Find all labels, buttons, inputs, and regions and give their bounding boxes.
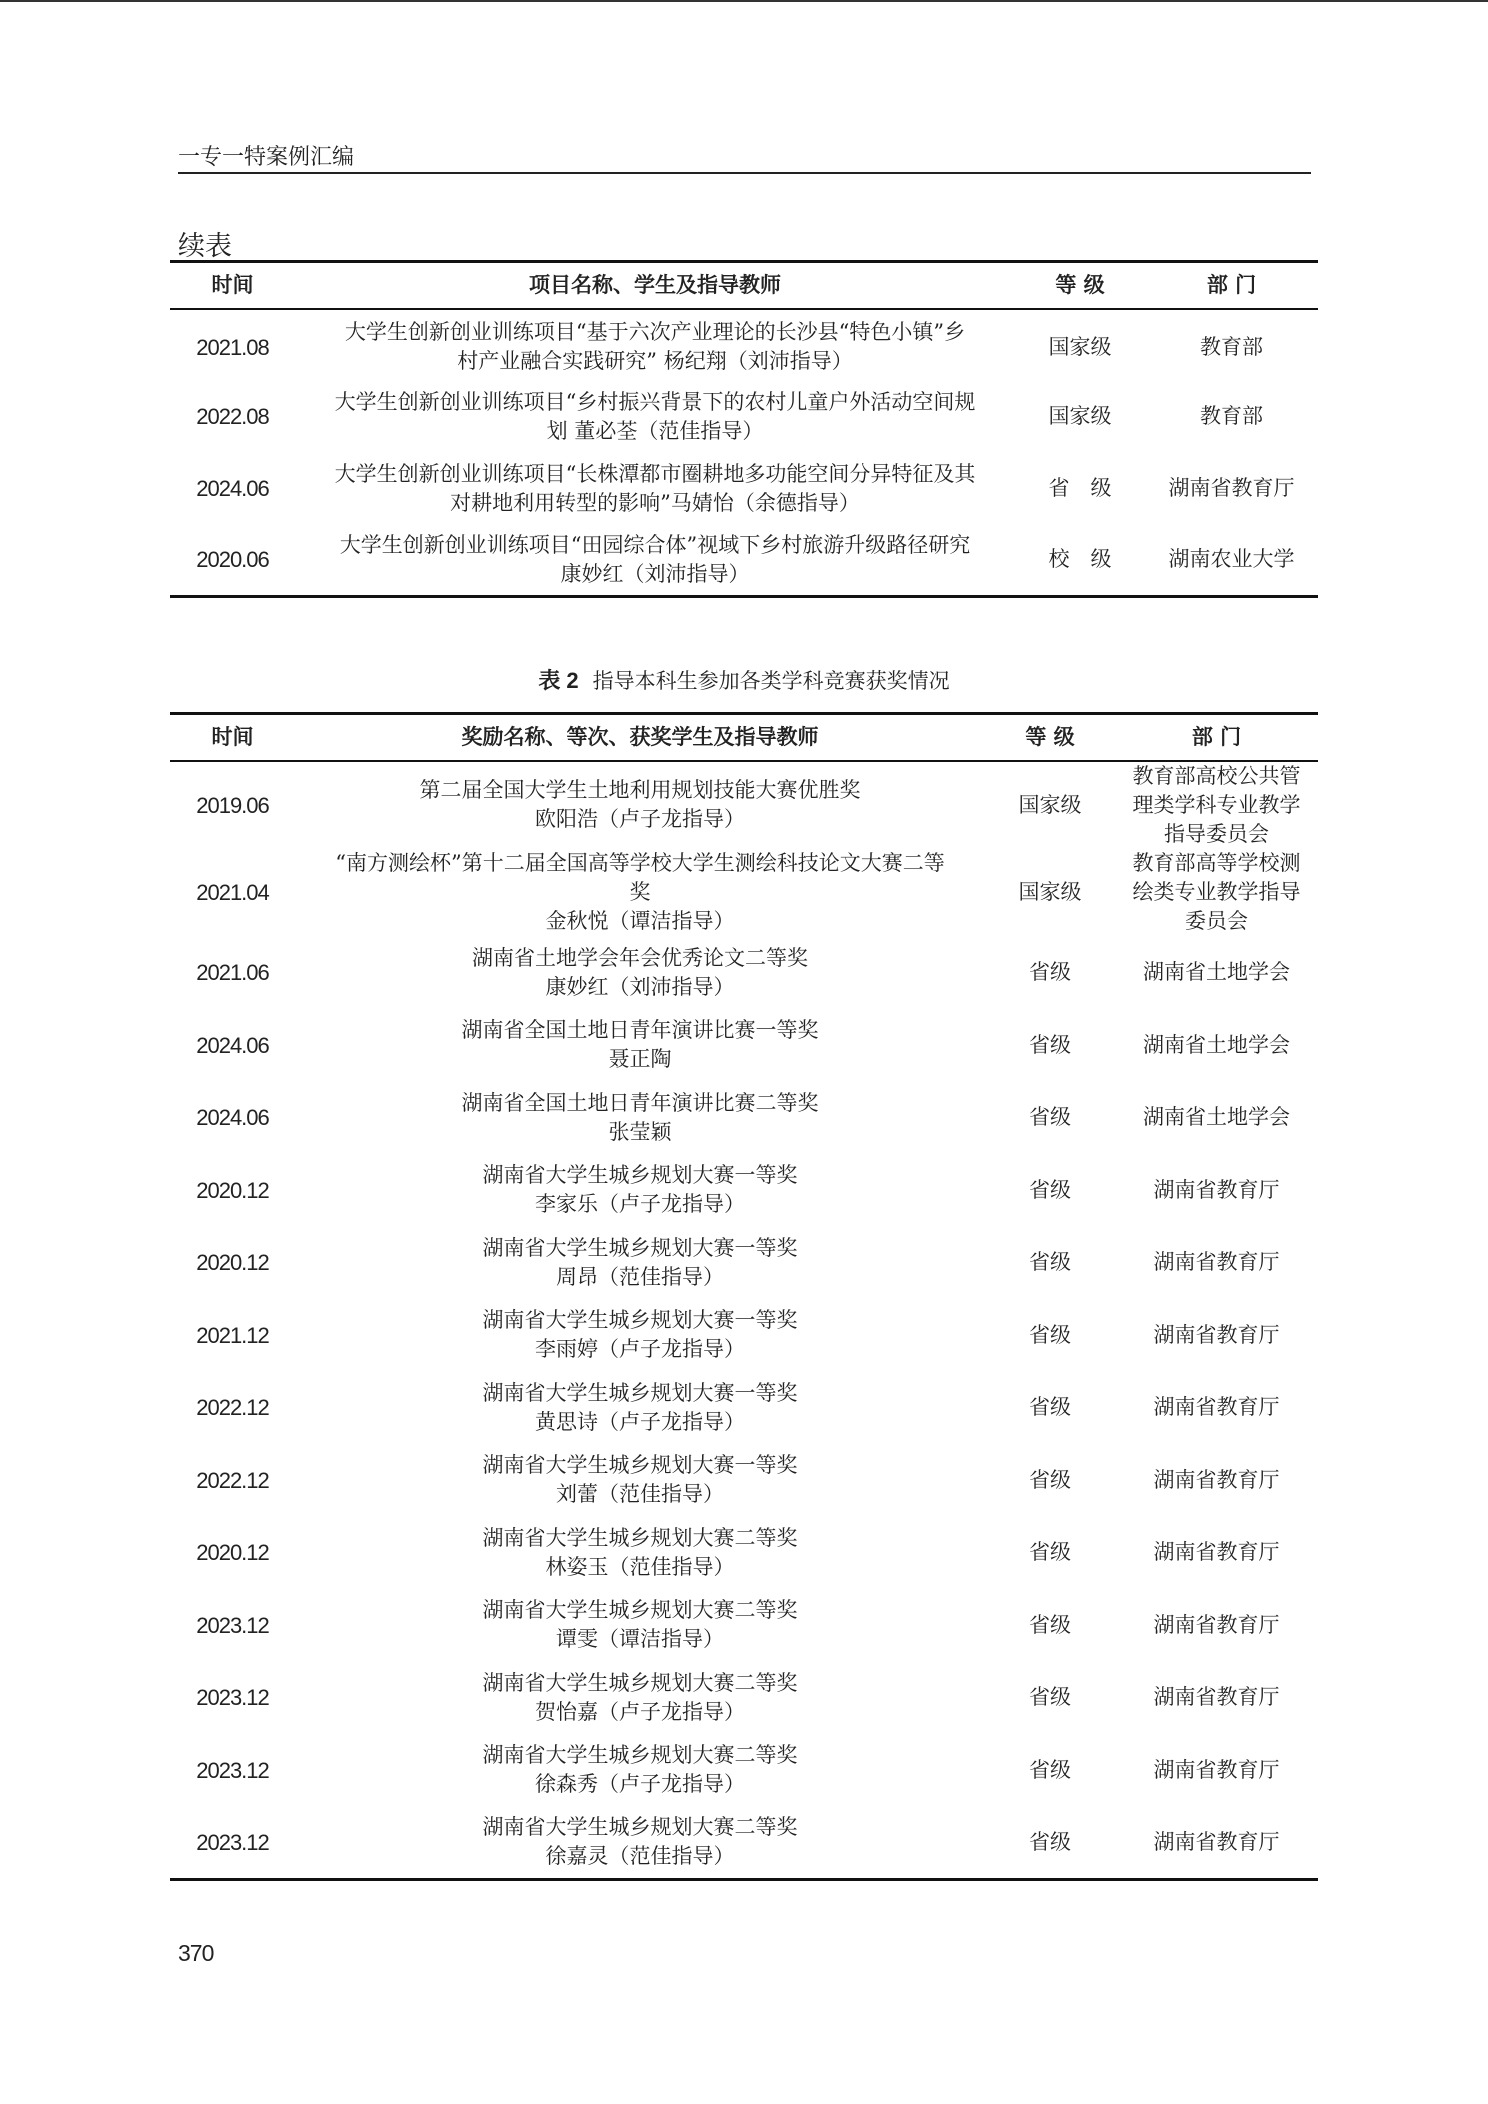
- description-line: 谭雯（谭洁指导）: [556, 1627, 724, 1652]
- table2-caption: [0, 664, 1488, 695]
- description-cell: [295, 1517, 985, 1590]
- description-line: 划 董必荃（范佳指导）: [546, 418, 764, 443]
- level-cell: 国家级: [1018, 792, 1082, 817]
- description-line: 大学生创新创业训练项目“长株潭都市圈耕地多功能空间分异特征及其: [334, 461, 976, 486]
- description-cell: [295, 1154, 985, 1227]
- department-line: 湖南农业大学: [1168, 547, 1295, 572]
- column-header: 等 级: [1055, 272, 1105, 297]
- column-header: 部 门: [1191, 724, 1242, 749]
- department-cell: [1115, 1589, 1318, 1662]
- department-cell: [1145, 453, 1318, 525]
- department-cell: [1115, 761, 1318, 849]
- description-line: 大学生创新创业训练项目“基于六次产业理论的长沙县“特色小镇”乡: [344, 320, 966, 344]
- level-cell: 校 级: [1048, 547, 1112, 572]
- header-rule: [178, 172, 1311, 174]
- date-cell: 2023.12: [196, 1612, 269, 1638]
- table-row: [170, 1082, 1318, 1155]
- department-line: 教育部高等学校测: [1132, 851, 1301, 875]
- description-cell: [295, 1662, 985, 1735]
- table2-caption-text: 指导本科生参加各类学科竞赛获奖情况: [592, 669, 950, 693]
- level-cell: 省级: [1029, 1395, 1071, 1420]
- column-header: 项目名称、学生及指导教师: [529, 272, 781, 297]
- department-cell: [1115, 1082, 1318, 1155]
- description-line: 湖南省大学生城乡规划大赛二等奖: [482, 1670, 798, 1695]
- level-cell: 省级: [1029, 1322, 1071, 1347]
- department-line: 湖南省教育厅: [1168, 476, 1295, 500]
- date-cell: 2022.12: [196, 1395, 269, 1421]
- level-cell: 省级: [1029, 1105, 1071, 1130]
- column-header: 时间: [211, 272, 254, 297]
- description-line: 湖南省大学生城乡规划大赛一等奖: [482, 1453, 798, 1478]
- date-cell: 2021.06: [196, 960, 269, 986]
- department-line: 委员会: [1185, 909, 1248, 933]
- department-line: 湖南省教育厅: [1153, 1395, 1280, 1420]
- level-cell: 省级: [1029, 1612, 1071, 1637]
- department-cell: [1115, 1517, 1318, 1590]
- department-line: 湖南省教育厅: [1153, 1250, 1280, 1275]
- description-line: 湖南省全国土地日青年演讲比赛一等奖: [461, 1018, 819, 1043]
- table1-header-row: [170, 262, 1318, 309]
- department-line: 绘类专业教学指导: [1132, 880, 1301, 904]
- description-cell: [295, 937, 985, 1010]
- department-line: 理类学科专业教学: [1132, 792, 1301, 817]
- description-line: 奖: [629, 880, 651, 904]
- description-line: “南方测绘杯”第十二届全国高等学校大学生测绘科技论文大赛二等: [335, 851, 945, 875]
- description-line: 湖南省大学生城乡规划大赛二等奖: [482, 1598, 798, 1623]
- description-line: 湖南省大学生城乡规划大赛二等奖: [482, 1815, 798, 1839]
- date-cell: 2024.06: [196, 1105, 269, 1131]
- date-cell: 2021.04: [196, 880, 269, 905]
- table1: [170, 260, 1318, 598]
- department-cell: [1115, 937, 1318, 1010]
- column-header: 等 级: [1025, 724, 1075, 749]
- level-cell: 省级: [1029, 1540, 1071, 1565]
- level-cell: 省级: [1029, 1467, 1071, 1492]
- date-cell: 2021.12: [196, 1322, 269, 1348]
- table-row: [170, 309, 1318, 381]
- date-cell: 2021.08: [196, 334, 269, 360]
- department-line: 湖南省土地学会: [1143, 960, 1290, 985]
- date-cell: 2024.06: [196, 476, 269, 501]
- department-cell: [1115, 849, 1318, 937]
- department-line: 湖南省教育厅: [1153, 1685, 1280, 1710]
- table-row: [170, 1589, 1318, 1662]
- description-line: 徐森秀（卢子龙指导）: [535, 1772, 745, 1797]
- description-cell: [295, 849, 985, 937]
- description-line: 对耕地利用转型的影响”马婧怡（余德指导）: [450, 490, 860, 515]
- column-header: 奖励名称、等次、获奖学生及指导教师: [461, 724, 819, 749]
- department-line: 指导委员会: [1164, 821, 1269, 846]
- description-line: 第二届全国大学生土地利用规划技能大赛优胜奖: [419, 778, 861, 802]
- description-cell: [295, 525, 1015, 597]
- department-line: 湖南省土地学会: [1143, 1105, 1290, 1130]
- page-number: 370: [178, 1940, 214, 1966]
- description-line: 大学生创新创业训练项目“乡村振兴背景下的农村儿童户外活动空间规: [334, 389, 976, 414]
- department-line: 湖南省教育厅: [1153, 1467, 1280, 1492]
- date-cell: 2022.08: [196, 404, 269, 429]
- level-cell: 省级: [1029, 960, 1071, 985]
- table-row: [170, 1517, 1318, 1590]
- table2-caption-number: 表 2: [538, 668, 579, 693]
- department-cell: [1115, 1227, 1318, 1300]
- description-cell: [295, 1009, 985, 1082]
- description-line: 湖南省大学生城乡规划大赛二等奖: [482, 1525, 798, 1550]
- description-cell: [295, 1227, 985, 1300]
- description-line: 李家乐（卢子龙指导）: [535, 1192, 745, 1217]
- date-cell: 2023.12: [196, 1829, 269, 1855]
- level-cell: 省级: [1029, 1177, 1071, 1202]
- date-cell: 2020.12: [196, 1540, 269, 1566]
- department-line: 湖南省教育厅: [1153, 1322, 1280, 1347]
- department-cell: [1145, 309, 1318, 381]
- description-line: 徐嘉灵（范佳指导）: [545, 1844, 735, 1868]
- date-cell: 2023.12: [196, 1685, 269, 1711]
- date-cell: 2019.06: [196, 792, 269, 818]
- table-row: [170, 1154, 1318, 1227]
- level-cell: 国家级: [1048, 404, 1112, 428]
- table-row: [170, 1009, 1318, 1082]
- description-line: 周昂（范佳指导）: [556, 1264, 724, 1289]
- department-cell: [1145, 525, 1318, 597]
- level-cell: 省级: [1029, 1829, 1071, 1854]
- department-cell: [1115, 1444, 1318, 1517]
- level-cell: 省级: [1029, 1757, 1071, 1782]
- description-line: 湖南省全国土地日青年演讲比赛二等奖: [461, 1090, 819, 1115]
- department-line: 教育部: [1200, 334, 1263, 359]
- level-cell: 国家级: [1048, 334, 1112, 359]
- level-cell: 省级: [1029, 1032, 1071, 1057]
- description-line: 湖南省大学生城乡规划大赛一等奖: [482, 1308, 798, 1333]
- department-cell: [1115, 1807, 1318, 1880]
- level-cell: 省 级: [1048, 476, 1112, 500]
- table-row: [170, 1227, 1318, 1300]
- description-cell: [295, 1444, 985, 1517]
- department-cell: [1115, 1009, 1318, 1082]
- description-line: 康妙红（刘沛指导）: [560, 561, 750, 586]
- department-line: 教育部: [1200, 404, 1263, 428]
- running-header: 一专一特案例汇编: [178, 145, 355, 170]
- description-cell: [295, 1807, 985, 1880]
- table-row: [170, 761, 1318, 849]
- date-cell: 2022.12: [196, 1467, 269, 1493]
- description-line: 欧阳浩（卢子龙指导）: [535, 807, 745, 831]
- table-row: [170, 381, 1318, 453]
- department-line: 湖南省土地学会: [1143, 1032, 1290, 1057]
- description-line: 村产业融合实践研究” 杨纪翔（刘沛指导）: [457, 349, 853, 373]
- table-row: [170, 1372, 1318, 1445]
- department-line: 湖南省教育厅: [1153, 1829, 1280, 1854]
- description-line: 大学生创新创业训练项目“田园综合体”视域下乡村旅游升级路径研究: [339, 532, 971, 557]
- column-header: 时间: [211, 724, 254, 749]
- department-cell: [1115, 1734, 1318, 1807]
- table-row: [170, 1807, 1318, 1880]
- date-cell: 2020.12: [196, 1177, 269, 1203]
- table-row: [170, 1299, 1318, 1372]
- table-row: [170, 937, 1318, 1010]
- department-line: 湖南省教育厅: [1153, 1612, 1280, 1637]
- description-line: 刘蕾（范佳指导）: [556, 1482, 724, 1507]
- description-line: 张莹颖: [608, 1119, 672, 1144]
- department-cell: [1115, 1154, 1318, 1227]
- table-row: [170, 1444, 1318, 1517]
- department-line: 湖南省教育厅: [1153, 1177, 1280, 1202]
- department-cell: [1115, 1662, 1318, 1735]
- description-line: 湖南省大学生城乡规划大赛二等奖: [482, 1743, 798, 1768]
- description-cell: [295, 1299, 985, 1372]
- table-row: [170, 525, 1318, 597]
- table2-header-row: [170, 714, 1318, 761]
- description-cell: [295, 761, 985, 849]
- description-cell: [295, 381, 1015, 453]
- description-line: 黄思诗（卢子龙指导）: [535, 1409, 745, 1434]
- description-line: 李雨婷（卢子龙指导）: [535, 1337, 745, 1362]
- department-line: 湖南省教育厅: [1153, 1540, 1280, 1565]
- description-line: 贺怡嘉（卢子龙指导）: [535, 1699, 745, 1724]
- description-cell: [295, 1734, 985, 1807]
- description-line: 康妙红（刘沛指导）: [545, 974, 735, 999]
- level-cell: 国家级: [1018, 880, 1082, 904]
- date-cell: 2020.06: [196, 547, 269, 573]
- department-cell: [1145, 381, 1318, 453]
- description-line: 湖南省土地学会年会优秀论文二等奖: [472, 945, 808, 970]
- column-header: 部 门: [1206, 272, 1257, 297]
- table-row: [170, 453, 1318, 525]
- department-line: 湖南省教育厅: [1153, 1757, 1280, 1782]
- description-line: 金秋悦（谭洁指导）: [545, 909, 735, 933]
- table-row: [170, 1662, 1318, 1735]
- level-cell: 省级: [1029, 1685, 1071, 1710]
- description-line: 聂正陶: [608, 1047, 672, 1072]
- description-cell: [295, 1082, 985, 1155]
- description-cell: [295, 1372, 985, 1445]
- description-cell: [295, 309, 1015, 381]
- description-line: 湖南省大学生城乡规划大赛一等奖: [482, 1380, 798, 1405]
- date-cell: 2020.12: [196, 1250, 269, 1276]
- page-top-border: [0, 0, 1488, 2]
- department-cell: [1115, 1299, 1318, 1372]
- date-cell: 2024.06: [196, 1032, 269, 1058]
- date-cell: 2023.12: [196, 1757, 269, 1783]
- table2: [170, 712, 1318, 1881]
- table-row: [170, 1734, 1318, 1807]
- department-cell: [1115, 1372, 1318, 1445]
- level-cell: 省级: [1029, 1250, 1071, 1275]
- description-line: 林姿玉（范佳指导）: [545, 1554, 735, 1579]
- table1-continued-label: 续表: [178, 231, 232, 262]
- description-line: 湖南省大学生城乡规划大赛一等奖: [482, 1163, 798, 1188]
- description-cell: [295, 1589, 985, 1662]
- description-line: 湖南省大学生城乡规划大赛一等奖: [482, 1235, 798, 1260]
- description-cell: [295, 453, 1015, 525]
- department-line: 教育部高校公共管: [1132, 763, 1301, 788]
- table-row: [170, 849, 1318, 937]
